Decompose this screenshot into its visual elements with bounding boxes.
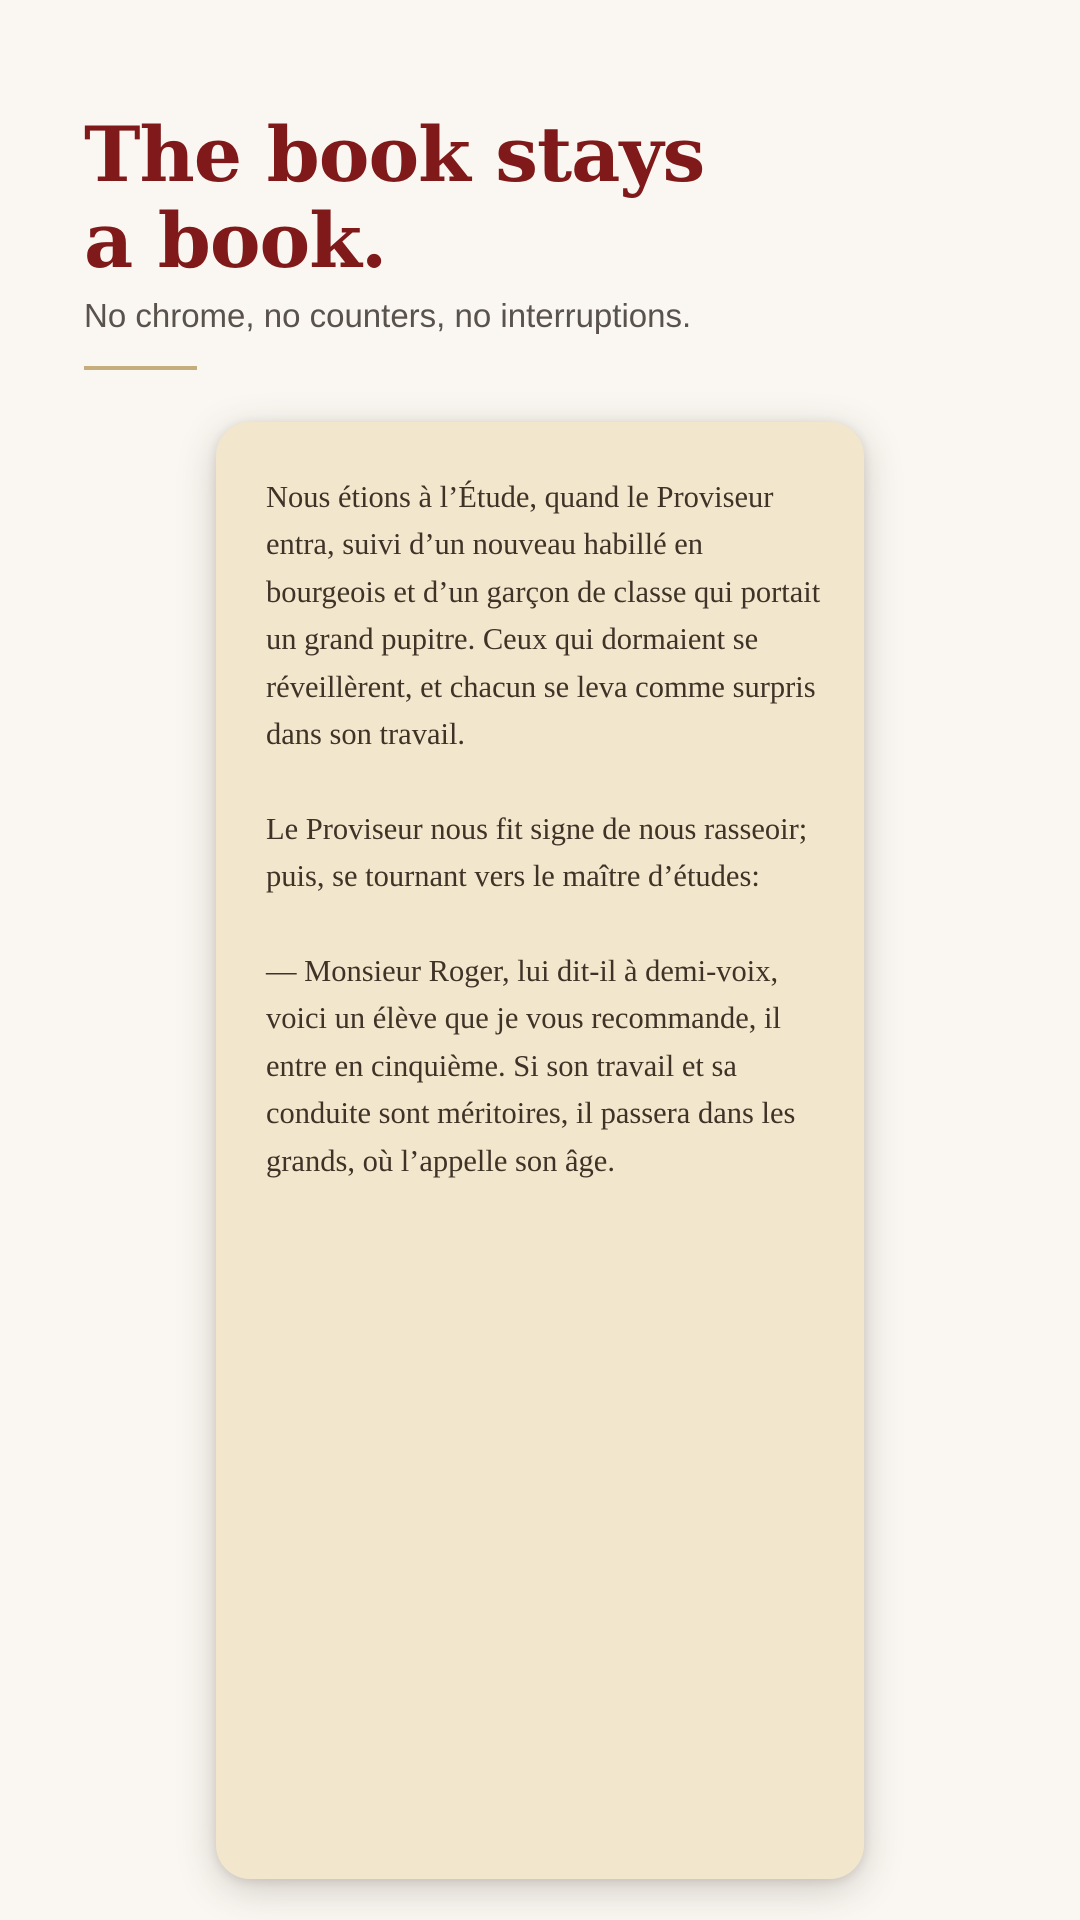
reader-page[interactable]	[216, 422, 864, 1879]
paragraph-3: — Monsieur Roger, lui dit-il à demi-voix, voici un élève que je vous recommande, il entre en cinquième. Si son travail et sa conduite sont méritoires, il passera dans les grands, où l’appelle son âge.	[266, 954, 796, 1178]
headline-line-1: The book stays	[84, 110, 705, 199]
accent-divider	[84, 366, 197, 370]
headline	[84, 112, 704, 284]
page-text	[266, 474, 826, 1185]
paragraph-1: Nous étions à l’Étude, quand le Proviseur entra, suivi d’un nouveau habillé en bourgeois et d’un garçon de classe qui portait un grand pupitre. Ceux qui dormaient se réveillèrent, et chacun se leva comme surpris dans son travail.	[266, 480, 821, 752]
headline-line-2: a book.	[84, 196, 387, 285]
subtitle: No chrome, no counters, no interruptions.	[84, 297, 692, 334]
paragraph-2: Le Proviseur nous fit signe de nous rasseoir; puis, se tournant vers le maître d’études:	[266, 811, 808, 894]
